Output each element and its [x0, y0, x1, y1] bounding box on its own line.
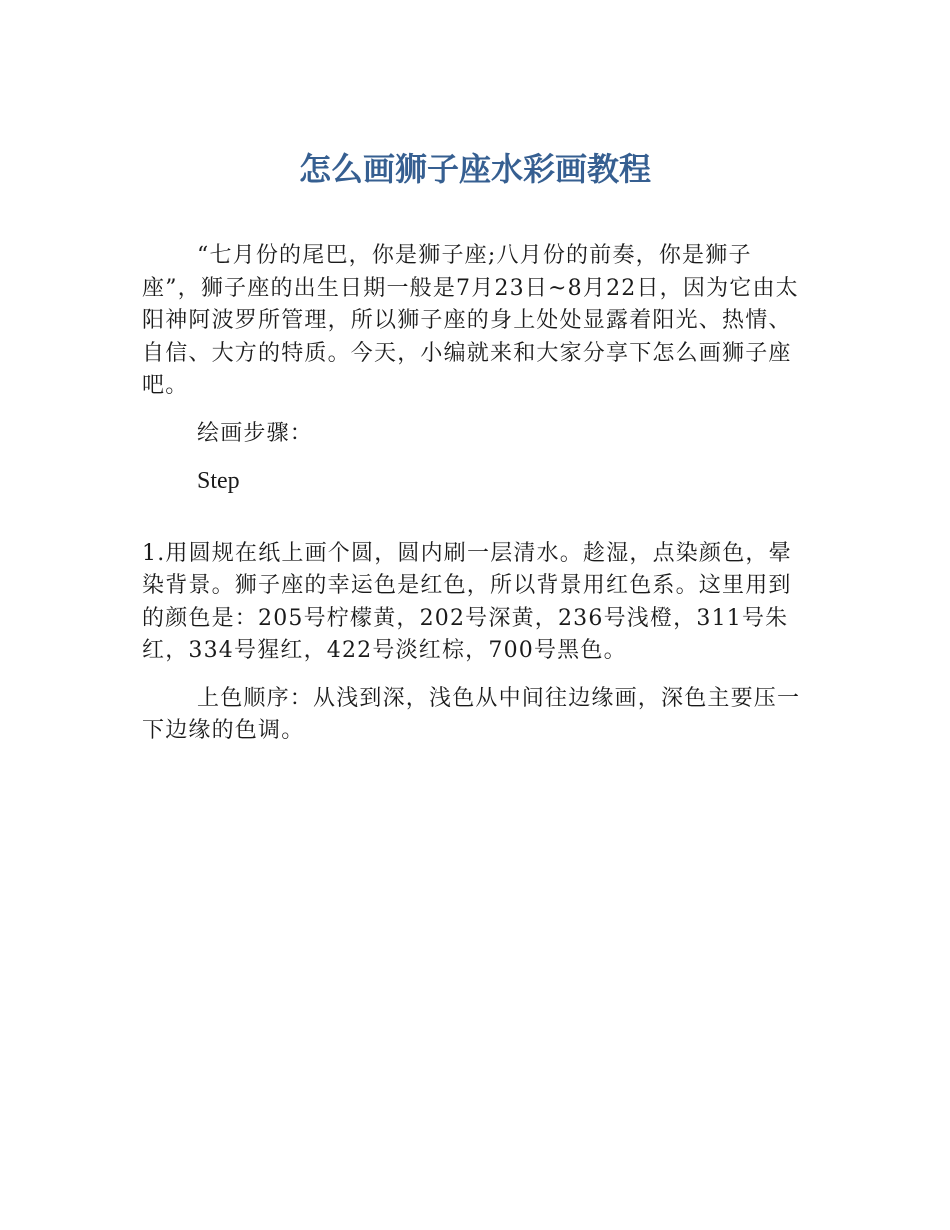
color-order-paragraph: 上色顺序：从浅到深，浅色从中间往边缘画，深色主要压一下边缘的色调。 — [142, 685, 801, 743]
step-1-paragraph: 1.用圆规在纸上画个圆，圆内刷一层清水。趁湿，点染颜色，晕染背景。狮子座的幸运色是红色，所以背景用红色系。这里用到的颜色是：205号柠檬黄，202号深黄，236号浅橙，311号朱红，334号猩红，422号淡红棕，700号黑色。 — [142, 540, 792, 663]
step-label: Step — [197, 468, 240, 494]
steps-heading: 绘画步骤： — [197, 420, 314, 446]
document-title: 怎么画狮子座水彩画教程 — [298, 150, 651, 188]
document-body — [142, 240, 808, 763]
intro-paragraph: “七月份的尾巴，你是狮子座;八月份的前奏，你是狮子座”，狮子座的出生日期一般是7月23日~8月22日，因为它由太阳神阿波罗所管理，所以狮子座的身上处处显露着阳光、热情、自信、大方的特质。今天，小编就来和大家分享下怎么画狮子座吧。 — [142, 243, 799, 398]
